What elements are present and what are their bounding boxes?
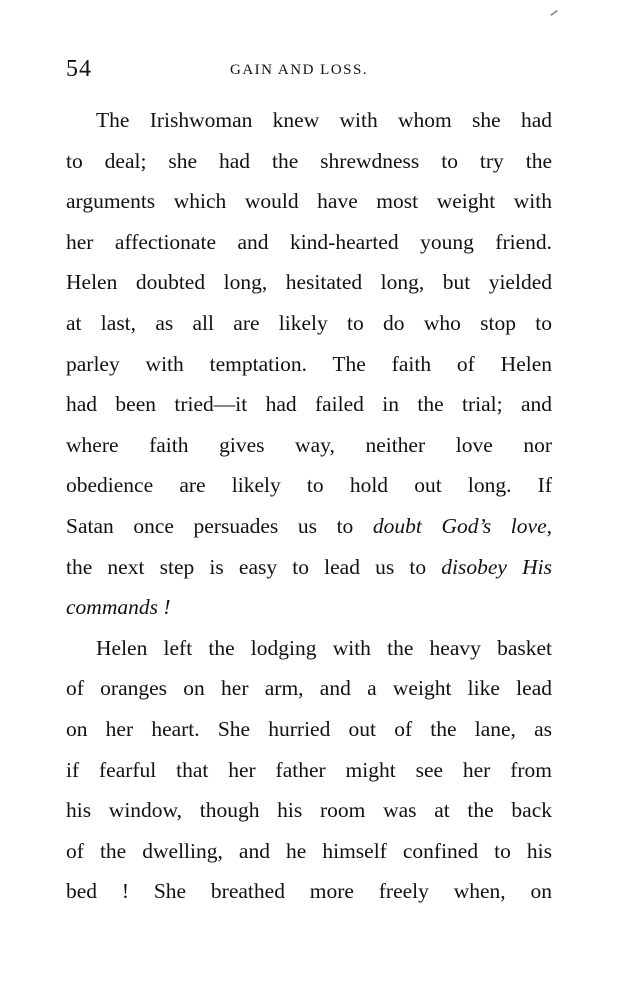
- text-line: where faith gives way, neither love nor: [66, 432, 552, 457]
- text-line: bed ! She breathed more freely when, on: [66, 879, 552, 904]
- text-span: the next step is easy to lead us to: [66, 554, 442, 579]
- text-line: [66, 587, 552, 628]
- page-header: [66, 56, 556, 86]
- italic-text: disobey His: [441, 554, 552, 579]
- text-line: parley with temptation. The faith of Helen: [66, 351, 552, 376]
- text-line: Helen doubted long, hesitated long, but yielded: [66, 270, 552, 295]
- italic-text: doubt God’s love,: [372, 513, 552, 538]
- text-line: his window, though his room was at the back: [66, 798, 552, 823]
- paragraph-1: [66, 100, 552, 628]
- text-line: [66, 547, 552, 588]
- text-line: Helen left the lodging with the heavy basket: [96, 635, 552, 660]
- paragraph-2: [66, 628, 552, 912]
- text-line: had been tried—it had failed in the trial; and: [66, 392, 552, 417]
- page-number: 54: [66, 56, 92, 82]
- text-line: to deal; she had the shrewdness to try the: [66, 148, 552, 173]
- running-title: GAIN AND LOSS.: [230, 62, 369, 78]
- scan-mark: [550, 10, 558, 16]
- text-line: of the dwelling, and he himself confined to his: [66, 838, 552, 863]
- text-line: on her heart. She hurried out of the lane, as: [66, 716, 552, 741]
- text-line: her affectionate and kind-hearted young friend.: [66, 229, 552, 254]
- text-line: of oranges on her arm, and a weight like lead: [66, 676, 552, 701]
- body-text: [66, 100, 552, 912]
- italic-text: commands !: [66, 595, 171, 620]
- text-span: Satan once persuades us to: [66, 513, 373, 538]
- text-line: at last, as all are likely to do who stop to: [66, 310, 552, 335]
- text-line: arguments which would have most weight with: [66, 189, 552, 214]
- text-line: obedience are likely to hold out long. If: [66, 473, 552, 498]
- text-line: [66, 506, 552, 547]
- text-line: The Irishwoman knew with whom she had: [96, 108, 552, 132]
- text-line: if fearful that her father might see her from: [66, 757, 552, 782]
